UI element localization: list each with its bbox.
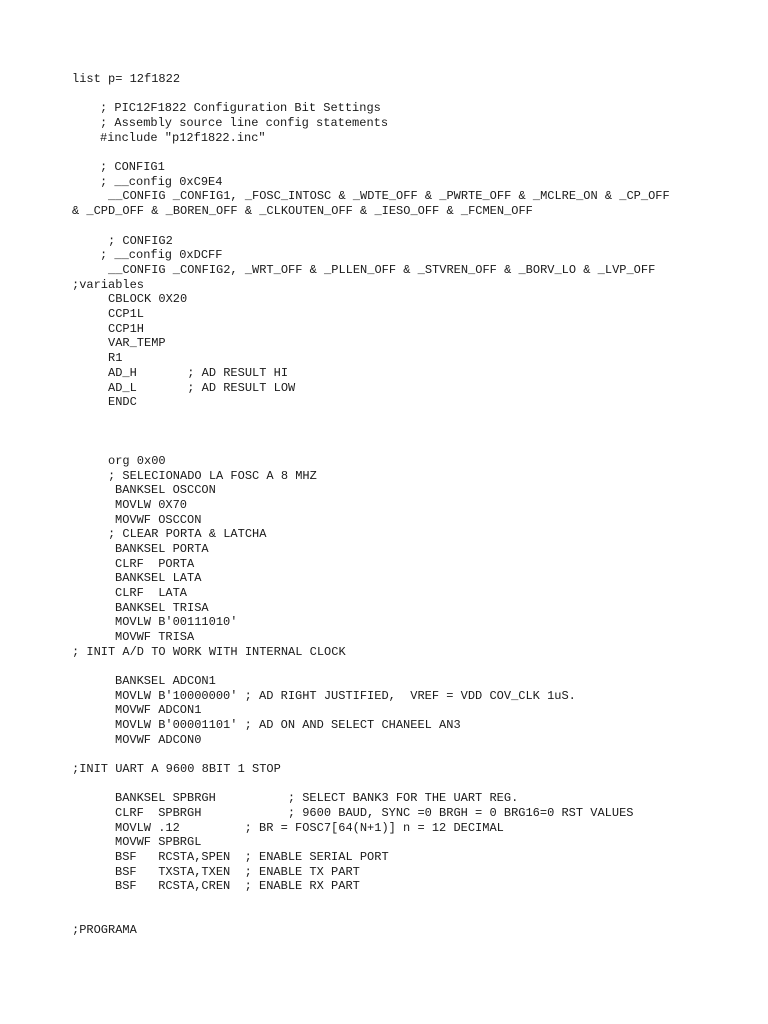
code-line: CCP1H <box>108 322 145 336</box>
code-line: ;PROGRAMA <box>72 923 137 937</box>
code-line: org 0x00 <box>108 454 166 468</box>
code-line: BANKSEL OSCCON <box>115 483 216 497</box>
code-line: BSF RCSTA,SPEN ; ENABLE SERIAL PORT <box>115 850 389 864</box>
code-line: __CONFIG _CONFIG2, _WRT_OFF & _PLLEN_OFF & _STVREN_OFF & _BORV_LO & _LVP_OFF <box>108 263 656 277</box>
code-line: CLRF LATA <box>115 586 188 600</box>
code-line: ; INIT A/D TO WORK WITH INTERNAL CLOCK <box>72 645 346 659</box>
code-line: AD_L ; AD RESULT LOW <box>108 381 296 395</box>
code-line: & _CPD_OFF & _BOREN_OFF & _CLKOUTEN_OFF & _IESO_OFF & _FCMEN_OFF <box>72 204 533 218</box>
code-line: MOVLW B'00111010' <box>115 615 238 629</box>
code-line: BANKSEL ADCON1 <box>115 674 216 688</box>
code-line: VAR_TEMP <box>108 336 166 350</box>
code-line: ; PIC12F1822 Configuration Bit Settings <box>100 101 381 115</box>
code-line: ; SELECIONADO LA FOSC A 8 MHZ <box>108 469 317 483</box>
code-line: BANKSEL TRISA <box>115 601 209 615</box>
code-line: MOVLW .12 ; BR = FOSC7[64(N+1)] n = 12 DECIMAL <box>115 821 504 835</box>
code-line: ; __config 0xC9E4 <box>100 175 223 189</box>
code-line: MOVWF SPBRGL <box>115 835 202 849</box>
code-line: MOVWF ADCON0 <box>115 733 202 747</box>
code-line: BSF RCSTA,CREN ; ENABLE RX PART <box>115 879 360 893</box>
code-line: ENDC <box>108 395 137 409</box>
code-line: list p= 12f1822 <box>72 72 181 86</box>
code-line: BANKSEL PORTA <box>115 542 209 556</box>
code-line: MOVLW B'00001101' ; AD ON AND SELECT CHANEEL AN3 <box>115 718 461 732</box>
code-line: MOVWF TRISA <box>115 630 195 644</box>
code-line: ; CLEAR PORTA & LATCHA <box>108 527 267 541</box>
code-line: R1 <box>108 351 123 365</box>
code-line: MOVWF ADCON1 <box>115 703 202 717</box>
code-line: CCP1L <box>108 307 145 321</box>
code-line: AD_H ; AD RESULT HI <box>108 366 289 380</box>
code-line: CLRF PORTA <box>115 557 195 571</box>
code-line: CLRF SPBRGH ; 9600 BAUD, SYNC =0 BRGH = 0 BRG16=0 RST VALUES <box>115 806 634 820</box>
code-line: __CONFIG _CONFIG1, _FOSC_INTOSC & _WDTE_OFF & _PWRTE_OFF & _MCLRE_ON & _CP_OFF <box>108 189 670 203</box>
code-line: BSF TXSTA,TXEN ; ENABLE TX PART <box>115 865 360 879</box>
code-line: ; CONFIG1 <box>100 160 165 174</box>
code-line: ; __config 0xDCFF <box>100 248 223 262</box>
code-line: MOVLW B'10000000' ; AD RIGHT JUSTIFIED, VREF = VDD COV_CLK 1uS. <box>115 689 576 703</box>
code-line: BANKSEL LATA <box>115 571 202 585</box>
code-line: BANKSEL SPBRGH ; SELECT BANK3 FOR THE UART REG. <box>115 791 519 805</box>
code-line: MOVLW 0X70 <box>115 498 188 512</box>
code-line: ; Assembly source line config statements <box>100 116 389 130</box>
code-line: ;INIT UART A 9600 8BIT 1 STOP <box>72 762 281 776</box>
code-line: CBLOCK 0X20 <box>108 292 188 306</box>
code-line: ; CONFIG2 <box>108 234 173 248</box>
code-line: MOVWF OSCCON <box>115 513 202 527</box>
code-line: ;variables <box>72 278 145 292</box>
code-line: #include "p12f1822.inc" <box>100 131 266 145</box>
